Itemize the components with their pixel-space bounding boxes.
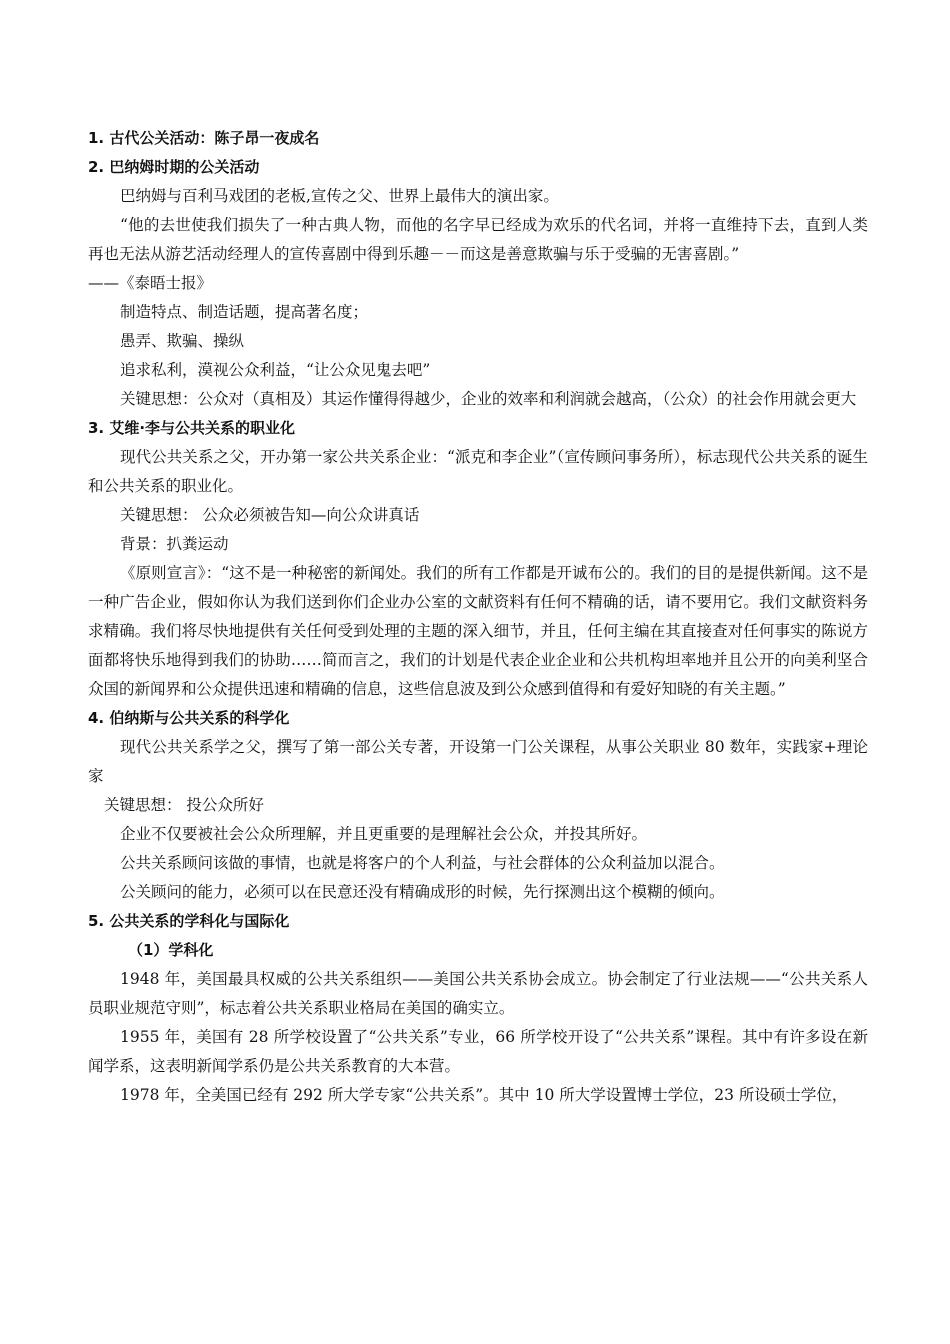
section-heading-2: 2. 巴纳姆时期的公关活动 [88, 158, 260, 176]
bernays-key-idea: 关键思想： 投公众所好 [104, 796, 264, 814]
barnum-point-2: 愚弄、欺骗、操纵 [120, 332, 245, 350]
ivy-lee-intro: 现代公共关系之父，开办第一家公共关系企业：“派克和李企业”（宣传顾问事务所），标志现代公共关系的诞生和公共关系的职业化。 [88, 448, 868, 495]
quote-source: ——《泰晤士报》 [88, 274, 213, 292]
section-heading-3: 3. 艾维·李与公共关系的职业化 [88, 419, 296, 437]
bernays-point-2: 公共关系顾问该做的事情，也就是将客户的个人利益，与社会群体的公众利益加以混合。 [120, 854, 725, 872]
barnum-intro: 巴纳姆与百利马戏团的老板,宣传之父、世界上最伟大的演出家。 [120, 187, 559, 205]
document-body [88, 124, 868, 1110]
ivy-lee-background: 背景：扒粪运动 [120, 535, 229, 553]
section-heading-5: 5. 公共关系的学科化与国际化 [88, 912, 290, 930]
bernays-intro: 现代公共关系学之父，撰写了第一部公关专著，开设第一门公关课程，从事公关职业 80 数年，实践家+理论家 [88, 738, 868, 785]
barnum-point-3: 追求私利，漠视公众利益，“让公众见鬼去吧” [120, 361, 431, 379]
paragraph-1955: 1955 年，美国有 28 所学校设置了“公共关系”专业，66 所学校开设了“公共关系”课程。其中有许多设在新闻学系，这表明新闻学系仍是公共关系教育的大本营。 [88, 1028, 868, 1075]
section-heading-4: 4. 伯纳斯与公共关系的科学化 [88, 709, 290, 727]
section-heading-1: 1. 古代公关活动：陈子昂一夜成名 [88, 129, 320, 147]
ivy-lee-key-idea: 关键思想： 公众必须被告知—向公众讲真话 [120, 506, 420, 524]
barnum-point-1: 制造特点、制造话题，提高著名度； [120, 303, 369, 321]
declaration-of-principles: 《原则宣言》：“这不是一种秘密的新闻处。我们的所有工作都是开诚布公的。我们的目的是提供新闻。这不是一种广告企业，假如你认为我们送到你们企业办公室的文献资料有任何不精确的话，请不要用它。我们文献资料务求精确。我们将尽快地提供有关任何受到处理的主题的深入细节，并且，任何主编在其直接查对任何事实的陈说方面都将快乐地得到我们的协助……简而言之，我们的计划是代表企业企业和公共机构坦率地并且公开的向美利坚合众国的新闻界和公众提供迅速和精确的信息，这些信息波及到公众感到值得和有爱好知晓的有关主题。” [88, 564, 868, 698]
times-quote: “他的去世使我们损失了一种古典人物，而他的名字早已经成为欢乐的代名词，并将一直维持下去，直到人类再也无法从游艺活动经理人的宣传喜剧中得到乐趣－－而这是善意欺骗与乐于受骗的无害喜剧。” [88, 216, 868, 263]
barnum-key-idea: 关键思想：公众对（真相及）其运作懂得得越少，企业的效率和利润就会越高，（公众）的社会作用就会更大 [120, 390, 857, 408]
paragraph-1978: 1978 年，全美国已经有 292 所大学专家“公共关系”。其中 10 所大学设置博士学位，23 所设硕士学位， [120, 1086, 848, 1104]
bernays-point-3: 公关顾问的能力，必须可以在民意还没有精确成形的时候，先行探测出这个模糊的倾向。 [120, 883, 725, 901]
bernays-point-1: 企业不仅要被社会公众所理解，并且更重要的是理解社会公众，并投其所好。 [120, 825, 648, 843]
paragraph-1948: 1948 年，美国最具权威的公共关系组织——美国公共关系协会成立。协会制定了行业法规——“公共关系人员职业规范守则”，标志着公共关系职业格局在美国的确实立。 [88, 970, 868, 1017]
subheading-disciplinization: （1）学科化 [128, 941, 214, 959]
